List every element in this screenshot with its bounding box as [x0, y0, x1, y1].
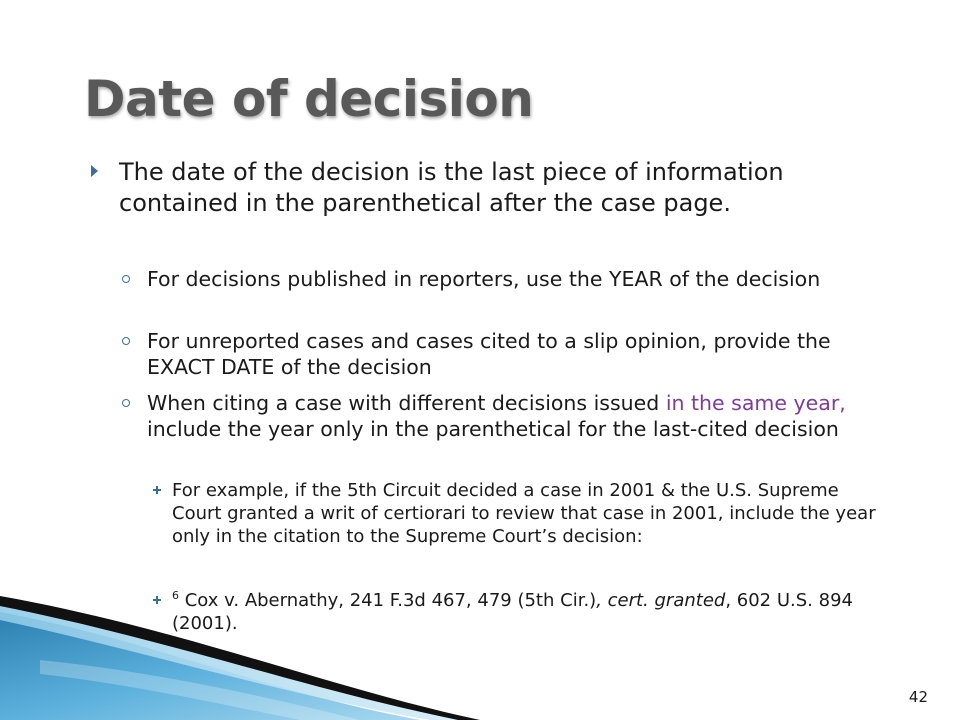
main-bullet — [119, 157, 864, 219]
sub-bullet-same-year — [147, 390, 887, 442]
plus-bullet-icon — [153, 486, 161, 494]
sub-bullet-text: For unreported cases and cases cited to a slip opinion, provide the EXACT DATE of the decision — [147, 329, 831, 379]
example-text: For example, if the 5th Circuit decided a case in 2001 & the U.S. Supreme Court granted a writ of certiorari to review that case in 2001, include the year only in the citation to the Supreme Court’s decision: — [172, 480, 876, 547]
sub-bullet-unreported — [147, 328, 887, 380]
circle-bullet-icon — [122, 275, 130, 283]
citation-cert-granted: , cert. granted — [596, 590, 726, 611]
circle-bullet-icon — [122, 399, 130, 407]
highlighted-phrase: in the same year, — [665, 391, 846, 415]
sub-bullet-text-before: When citing a case with different decisions issued — [147, 391, 666, 415]
page-number: 42 — [908, 688, 928, 706]
sub-bullet-text-after: include the year only in the parenthetical for the last-cited decision — [147, 417, 839, 441]
example-bullet — [172, 479, 892, 548]
main-bullet-text: The date of the decision is the last piece of information contained in the parenthetical after the case page. — [119, 158, 784, 217]
citation-reporter: , 602 U.S. 894 (2001). — [172, 590, 853, 634]
slide-title: Date of decision — [84, 70, 534, 128]
citation-case: Cox v. Abernathy, 241 F.3d 467, 479 (5th Cir.) — [179, 590, 597, 611]
triangle-bullet-icon — [91, 165, 98, 177]
plus-bullet-icon — [153, 596, 161, 604]
sub-bullet-reporters — [147, 266, 887, 292]
sub-bullet-text: For decisions published in reporters, use the YEAR of the decision — [147, 267, 821, 291]
circle-bullet-icon — [122, 337, 130, 345]
citation-bullet — [172, 589, 892, 635]
footnote-number: 6 — [172, 589, 179, 602]
